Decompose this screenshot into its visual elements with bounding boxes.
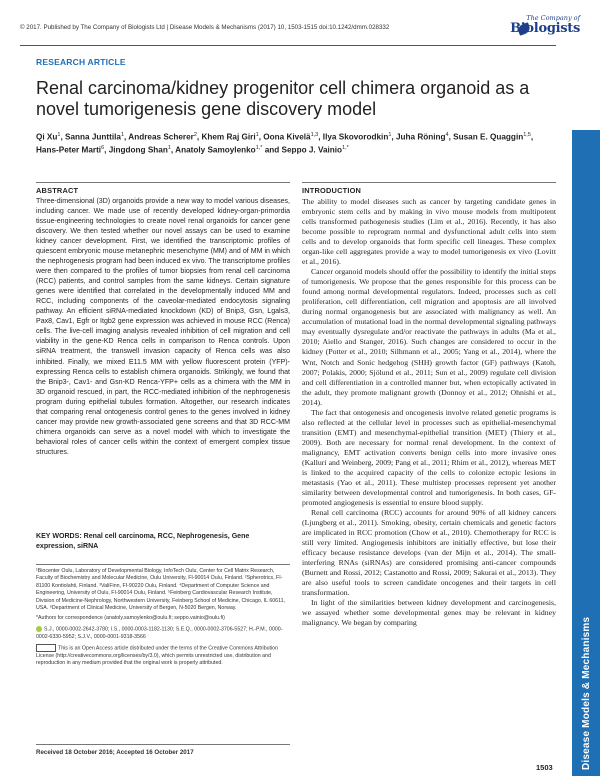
author-name: Andreas Scherer [128,132,194,142]
page-number: 1503 [536,763,553,772]
publisher-logo [510,14,580,44]
cc-license-icon [36,644,56,652]
author-name: Jingdong Shan [108,145,168,155]
logo-line-1: The Company of [526,14,580,22]
author-affiliation-sup: 6 [101,145,105,152]
article-title: Renal carcinoma/kidney progenitor cell chimera organoid as a novel tumorigenesis gene discovery model [36,78,530,119]
author-separator: , [124,132,129,142]
license-text: This is an Open Access article distributed under the terms of the Creative Commons Attribution License (http://creativecommons.org/licenses/by/3.0), which permits unrestricted use, distribution and reproduction in any medium provided that the original work is properly attributed. [36,645,279,667]
intro-paragraph: In light of the similarities between kidney development and carcinogenesis, we assayed whether some developmental genes may be relevant in kidney malignancy. We began by comparing [302,598,556,628]
article-type: RESEARCH ARTICLE [36,57,126,67]
author-separator: , [104,145,109,155]
introduction-heading: INTRODUCTION [302,186,362,195]
author-affiliation-sup: 1,3 [310,132,319,138]
author-affiliation-sup: 1,5 [523,132,531,138]
author-separator: and [262,145,282,155]
author-list [36,130,556,156]
author-name: Seppo J. Vainio [281,145,343,155]
received-dates: Received 18 October 2016; Accepted 16 October 2017 [36,749,194,756]
author-affiliation-sup: 1,* [342,145,349,152]
author-affiliation-sup: 1,* [255,145,263,152]
author-affiliation-sup: 1 [388,132,392,138]
author-separator: , [318,132,323,142]
header-divider [20,45,556,46]
keywords [36,532,290,552]
author-affiliation-sup: 1 [57,132,61,138]
correspondence: *Authors for correspondence (anatoly.samoylenko@oulu.fi; seppo.vainio@oulu.fi) [36,615,225,622]
author-affiliation-sup: 1 [167,145,171,152]
intro-paragraph: The ability to model diseases such as cancer by targeting candidate genes in embryonic stem cells and by making in vivo mouse models from multipotent cells transformed pathogenesis studies (Lim et al., 2016). Recently, it has also become possible to reprogram normal and dysfunctional adult cells into stem cells and to develop organoids that form specific cell lineages. These complex organ-like cell aggregates provide a way to model tumorigenesis ex vivo (Lovitt et al., 2016). [302,197,556,267]
author-affiliation-sup: 4 [445,132,449,138]
logo-line-2: Biologists [510,21,580,36]
author-affiliation-sup: 1 [120,132,125,138]
keywords-text: Renal cell carcinoma, RCC, Nephrogenesis, Gene expression, siRNA [36,533,250,550]
keywords-label: KEY WORDS: [36,533,82,540]
author-affiliation-sup: 1 [255,132,259,138]
intro-paragraph: Cancer organoid models should offer the possibility to identify the initial steps of tumorigenesis. We propose that the genes responsible for this process can be found among normal developmental regulators. Indeed, processes such as cell proliferation, cell differentiation, cell migration and apoptosis are all involved during normal organogenesis but are associated with malignancy as well. An accumulation of mutational load in the normal developmental signaling pathways may eventually dysregulate and/or reactivate the pathways in adults (Ma et al., 2010; Aiello and Stanger, 2016). Such changes are considered to occur in the kidney (Potter et al., 2010; Silhmann et al., 2005; Yang et al., 2014), where the Wnt, Notch and Sonic hedgehog (SHH) growth factor (GF) pathways (Katoh, 2007; Polakis, 2000; Sjölund et al., 2011; Sun et al., 2009) regulate cell division and cell differentiation in a controlled manner but, when ectopically activated in the adult, they promote malignant growth (Donnoy et al., 2012; Ohnishi et al., 2014). [302,267,556,407]
author-separator: , [170,145,176,155]
author-affiliation-sup: 2 [193,132,197,138]
abstract-heading: ABSTRACT [36,186,79,195]
author-name: Sanna Junttila [65,132,121,142]
author-name: Susan E. Quaggin [453,132,524,142]
intro-paragraph: Renal cell carcinoma (RCC) accounts for around 90% of all kidney cancers (Ljungberg et al., 2011). Smoking, obesity, certain chemicals and genetic factors are implicated in RCC promotion (Chow et al., 2010). Chemotherapy for RCC is still very limited. Angiogenesis inhibitors are initially effective, but lose their efficacy because resistance develops (van der Mijn et al., 2014). The small-interfering RNAs (siRNAs) are considered promising anti-cancer compounds (Burnett and Rossi, 2012; Castanotto and Rossi, 2009; Sakurai et al., 2013). They are also useful tools to screen candidate oncogenes and their targets in cell transformation. [302,507,556,598]
author-separator: , [530,132,534,142]
divider [36,564,290,565]
author-name: Oona Kivelä [263,132,311,142]
author-separator: , [391,132,396,142]
affiliations [36,568,290,671]
divider [36,744,290,745]
author-separator: , [60,132,66,142]
journal-sidebar [572,130,600,776]
orcid-icon [36,626,42,632]
author-name: Ilya Skovorodkin [322,132,389,142]
author-separator: , [258,132,264,142]
author-name: Qi Xu [36,132,58,142]
author-separator: , [448,132,454,142]
abstract-text: Three-dimensional (3D) organoids provide a new way to model various diseases, including cancer. We made use of recently developed kidney-organ-primordia tissue-engineering technologies to create novel renal organoids for cancer gene discovery. We then tested whether our novel assays can be used to examine kidney cancer development. First, we identified the transcriptomic profiles of quiescent embryonic mouse metanephric mesenchyme (MM) and of MM in which the nephrogenesis program had been induced ex vivo. The transcriptome profiles were then compared to the profiles of tumor biopsies from renal cell carcinoma (RCC) patients, and control samples from the same kidneys. Certain signature genes were identified that correlated in the developmentally induced MM and RCC, including components of the caveolar-mediated endocytosis signaling pathway. An efficient siRNA-mediated knockdown (KD) of Bnip3, Gsn, Lgals3, Pax8, Cav1, Egfr or Itgb2 gene expression was achieved in mouse RCC (Renca) cells. The live-cell imaging analysis revealed inhibition of cell migration and cell viability in the gene-KD Renca cells in comparison to Renca controls. Upon siRNA treatment, the transwell invasion capacity of Renca cells was also inhibited. Finally, we mixed E11.5 MM with yellow fluorescent protein (YFP)-expressing Renca cells to establish chimera organoids. Strikingly, we found that the Bnip3-, Cav1- and Gsn-KD Renca-YFP+ cells as a chimera with the MM in 3D organoid rescued, in part, the RCC-mediated inhibition of the nephrogenesis program during epithelial tubules formation. Altogether, our research indicates that comparing renal ontogenesis control genes to the genes involved in kidney cancer may provide new growth-associated gene screens and that 3D RCC-MM chimera organoids can serve as a novel model with which to investigate the behavioral roles of cancer cells within the context of emergent complex tissue structures. [36,198,290,456]
author-name: Khem Raj Giri [201,132,256,142]
orcid-ids: S.J., 0000-0002-2642-3780; I.S., 0000-0003-1182-1130; S.E.Q., 0000-0002-3706-5527; H.-P.M., 0000-0002-6330-5952; S.J.V., 0000-0001-9318-3566 [36,626,283,640]
copyright-line: © 2017. Published by The Company of Biologists Ltd | Disease Models & Mechanisms (2017) 10, 1503-1515 doi:10.1242/dmm.028332 [20,24,390,31]
journal-name: Disease Models & Mechanisms [581,616,592,770]
author-name: Hans-Peter Marti [36,145,102,155]
divider [36,182,290,183]
divider [302,182,556,183]
intro-paragraph: The fact that ontogenesis and oncogenesis involve related genetic programs is also reflected at the cellular level in processes such as epithelial-mesenchymal transition (EMT) and mesenchymal-epithelial transition (MET) (Thiery et al., 2009). Both are necessary for normal renal development. In the context of malignancy, EMT activation converts benign cells into more invasive ones (Kalluri and Weinberg, 2009; Pang et al., 2011; Rhim et al., 2012), whereas MET is linked to the acquired capacity of the cells to colonize ectopic lesions in metastasis (Yao et al., 2011). These multistep processes represent yet another similarity between developmental control and tumorigenesis. In both cases, GF-promoted angiogenesis is essential to ensure blood supply. [302,407,556,507]
introduction-text [302,197,556,628]
author-name: Anatoly Samoylenko [175,145,256,155]
author-separator: , [196,132,202,142]
affiliation-list: ¹Biocenter Oulu, Laboratory of Developmental Biology, InfoTech Oulu, Center for Cell Matrix Research, Faculty of Biochemistry and Molecular Medicine, Oulu University, FI-90014 Oulu, Finland. ²Spherotrics, FI-81100 Kontiolahti, Finland. ³ValiFinn, FI-90220 Oulu, Finland. ⁴Department of Computer Science and Engineering, University of Oulu, FI-90014 Oulu, Finland. ⁵Feinberg Cardiovascular Research Institute, Division of Medicine-Nephrology, Northwestern University, Feinberg School of Medicine, Chicago, IL 60611, USA. ⁶Department of Clinical Medicine, University of Bergen, N-5020 Bergen, Norway. [36,568,286,612]
author-name: Juha Röning [395,132,446,142]
